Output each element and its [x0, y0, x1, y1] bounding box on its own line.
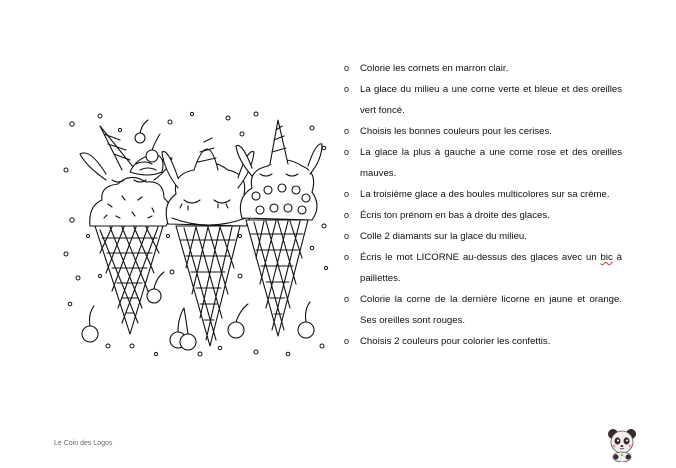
- instruction-item: o La glace la plus à gauche a une corne rose et des oreilles mauves.: [338, 142, 622, 184]
- instruction-item: o Colle 2 diamants sur la glace du milieu.: [338, 226, 622, 247]
- instruction-item: o La glace du milieu a une corne verte et bleue et des oreilles vert foncé.: [338, 79, 622, 121]
- instruction-item: o Écris le mot LICORNE au-dessus des glaces avec un bic à paillettes.: [338, 247, 622, 289]
- ice-cream-cone-middle: [162, 138, 254, 346]
- bullet-icon: o: [344, 252, 350, 262]
- bullet-icon: o: [344, 210, 350, 220]
- bullet-icon: o: [344, 147, 350, 157]
- bullet-icon: o: [344, 63, 350, 73]
- unicorn-ice-cream-illustration: [60, 108, 330, 358]
- bullet-icon: o: [344, 294, 350, 304]
- footer-credit: Le Coin des Logos: [54, 440, 113, 447]
- instruction-item: o Écris ton prénom en bas à droite des glaces.: [338, 205, 622, 226]
- spellcheck-flagged-word[interactable]: bic: [600, 252, 613, 263]
- bullet-icon: o: [344, 336, 350, 346]
- instruction-item: o Colorie la corne de la dernière licorne en jaune et orange. Ses oreilles sont rouges.: [338, 289, 622, 331]
- instruction-item: o La troisième glace a des boules multicolores sur sa crème.: [338, 184, 622, 205]
- instruction-item: o Choisis les bonnes couleurs pour les cerises.: [338, 121, 622, 142]
- instruction-list: [338, 58, 622, 352]
- bullet-icon: o: [344, 231, 350, 241]
- instruction-item: o Colorie les cornets en marron clair.: [338, 58, 622, 79]
- bullet-icon: o: [344, 126, 350, 136]
- panda-mascot-icon: [604, 426, 640, 462]
- bullet-icon: o: [344, 189, 350, 199]
- ice-cream-cone-left: [80, 126, 172, 334]
- bullet-icon: o: [344, 84, 350, 94]
- instruction-item: o Choisis 2 couleurs pour colorier les confettis.: [338, 331, 622, 352]
